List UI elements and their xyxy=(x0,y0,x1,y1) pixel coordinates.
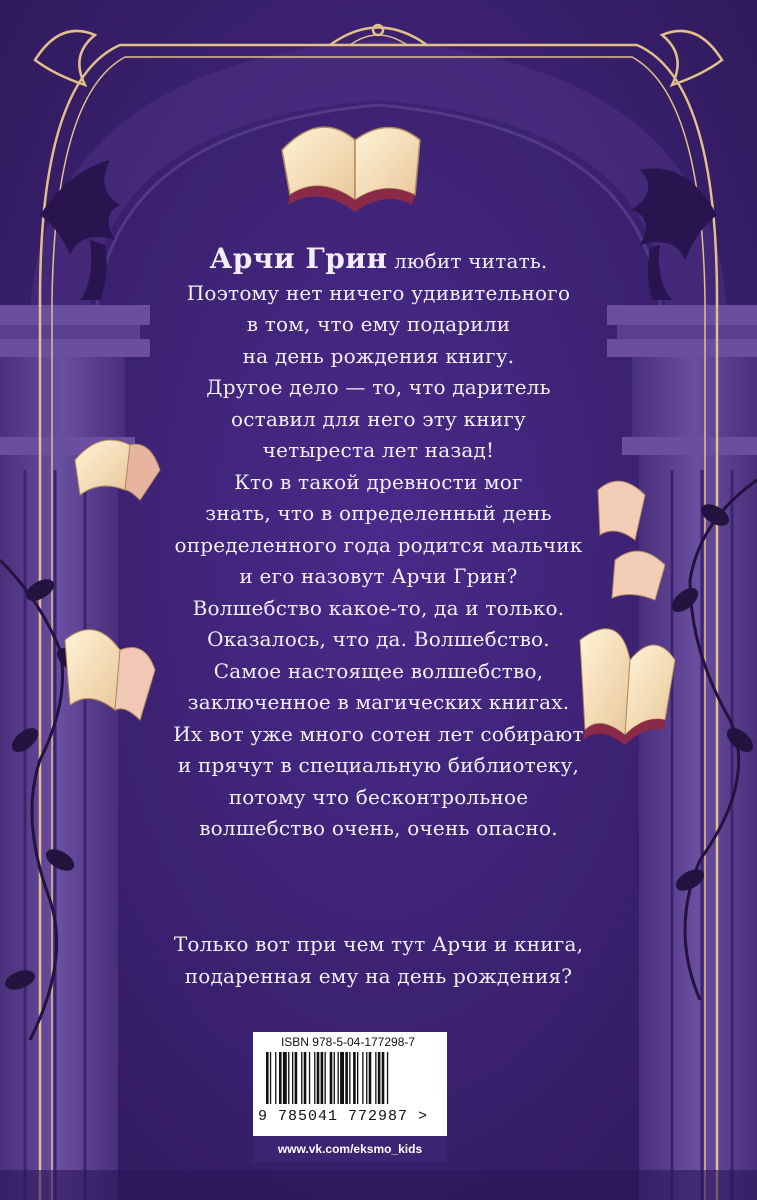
blurb-line: четыреста лет назад! xyxy=(262,438,495,462)
first-line-rest: любит читать. xyxy=(394,249,548,273)
blurb-first-line xyxy=(100,243,657,278)
blurb-line: Оказалось, что да. Волшебство. xyxy=(207,627,550,651)
blurb-line: Кто в такой древности мог xyxy=(234,469,523,494)
flying-book-top xyxy=(282,127,420,212)
blurb-line: Волшебство какое-то, да и только. xyxy=(192,595,565,620)
blurb-line: Поэтому нет ничего удивительного xyxy=(186,280,571,305)
blurb-line: волшебство очень, очень опасно. xyxy=(199,816,558,840)
isbn-label: ISBN 978-5-04-177298-7 xyxy=(280,1035,416,1049)
blurb-line: Их вот уже много сотен лет собирают xyxy=(173,721,584,746)
floor-shadow xyxy=(0,1170,757,1200)
blurb-line: на день рождения книгу. xyxy=(242,343,515,368)
blurb-closing xyxy=(100,929,657,992)
blurb-line: в том, что ему подарили xyxy=(246,312,511,336)
blurb-line: знать, что в определенный день xyxy=(205,501,552,525)
blurb-line: Другое дело — то, что даритель xyxy=(206,375,551,399)
blurb-line: потому что бесконтрольное xyxy=(228,784,529,809)
blurb-line: и прячут в специальную библиотеку, xyxy=(177,753,580,777)
blurb-line: определенного года родится мальчик xyxy=(174,532,583,557)
blurb-line: Самое настоящее волшебство, xyxy=(213,658,544,683)
closing-line: подаренная ему на день рождения? xyxy=(184,963,573,988)
barcode-digits: 9 785041 772987 > xyxy=(258,1108,429,1125)
barcode-bars xyxy=(264,1052,442,1108)
blurb-main xyxy=(100,243,657,845)
publisher-website-link[interactable]: www.vk.com/eksmo_kids xyxy=(253,1136,447,1162)
hero-name: Арчи Грин xyxy=(209,242,388,275)
closing-line: Только вот при чем тут Арчи и книга, xyxy=(173,932,584,956)
blurb-line: и его назовут Арчи Грин? xyxy=(239,564,518,588)
blurb-line: оставил для него эту книгу xyxy=(231,406,526,431)
blurb-line: заключенное в магических книгах. xyxy=(187,690,570,714)
